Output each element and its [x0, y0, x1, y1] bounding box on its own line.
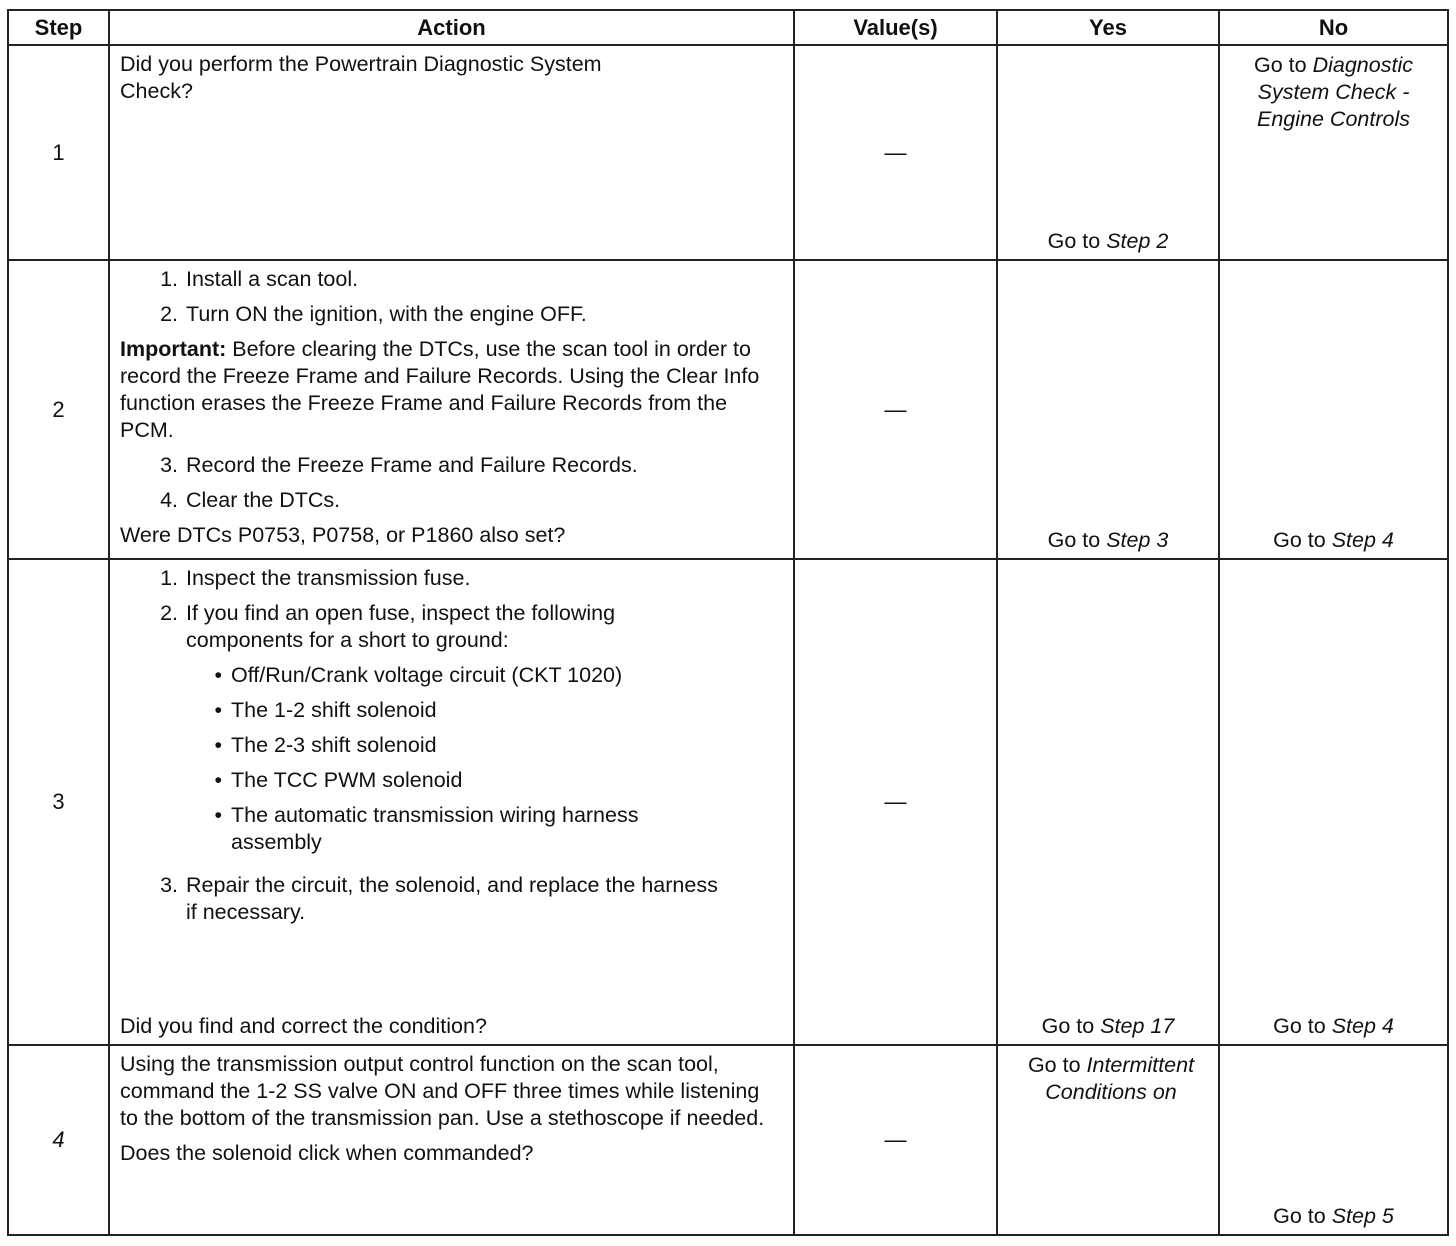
bullet-item: • The TCC PWM solenoid: [214, 768, 463, 792]
bullet-item: • The 1-2 shift solenoid: [214, 698, 437, 722]
yes-link[interactable]: Go to Step 17: [1041, 1014, 1175, 1038]
table-row: [8, 260, 1448, 559]
action-text: Using the transmission output control function on the scan tool, command the 1-2 SS valve ON and OFF three times while listening to the bottom of the transmission pan. Use a stethoscope if needed.: [120, 1052, 765, 1130]
yes-cell: [997, 559, 1219, 1045]
header-action: Action: [109, 10, 794, 45]
list-item: 3. Repair the circuit, the solenoid, and replace the harness if necessary.: [160, 873, 718, 924]
header-yes: Yes: [997, 10, 1219, 45]
value-cell: —: [794, 260, 997, 559]
no-link[interactable]: Go to Step 5: [1273, 1204, 1394, 1228]
question-text: Were DTCs P0753, P0758, or P1860 also set?: [120, 523, 566, 547]
bullet-list: [186, 662, 726, 856]
step-number: 1: [8, 45, 109, 260]
bullet-item: • The 2-3 shift solenoid: [214, 733, 437, 757]
list-item: 1. Inspect the transmission fuse.: [160, 566, 471, 590]
no-link[interactable]: Go to Step 4: [1273, 1014, 1394, 1038]
list-item: 1. Install a scan tool.: [160, 267, 359, 291]
header-values: Value(s): [794, 10, 997, 45]
action-text: Did you perform the Powertrain Diagnostic System Check?: [120, 52, 602, 103]
no-cell: [1219, 45, 1448, 260]
question-text: Did you find and correct the condition?: [120, 1014, 487, 1038]
no-link[interactable]: Go to Step 4: [1273, 528, 1394, 552]
yes-cell: [997, 260, 1219, 559]
step-number: 2: [8, 260, 109, 559]
yes-cell: [997, 1045, 1219, 1235]
header-no: No: [1219, 10, 1448, 45]
action-cell: [109, 45, 794, 260]
yes-link[interactable]: Go to Step 2: [1047, 229, 1169, 253]
header-row: [8, 10, 1448, 45]
no-cell: [1219, 1045, 1448, 1235]
step-number: 3: [8, 559, 109, 1045]
value-cell: —: [794, 45, 997, 260]
bullet-item: • The automatic transmission wiring harness assembly: [214, 803, 639, 854]
bullet-item: • Off/Run/Crank voltage circuit (CKT 1020): [214, 663, 623, 687]
list-item: 2. If you find an open fuse, inspect the following components for a short to ground: • Off/Run/Crank voltage circuit (CKT 1020) • The 1-2 shift solenoid • The 2-3 shift solenoid • The TCC PWM solenoid • The automatic transmission wiring harness assembly: [120, 600, 783, 864]
yes-link[interactable]: Go to Intermittent Conditions on: [1027, 1053, 1195, 1104]
value-cell: —: [794, 1045, 997, 1235]
action-cell: [109, 260, 794, 559]
yes-cell: [997, 45, 1219, 260]
list-item: 3. Record the Freeze Frame and Failure Records.: [160, 453, 638, 477]
list-item: 4. Clear the DTCs.: [160, 488, 341, 512]
no-cell: [1219, 260, 1448, 559]
action-cell: [109, 1045, 794, 1235]
list-item: 2. Turn ON the ignition, with the engine OFF.: [160, 302, 587, 326]
no-cell: [1219, 559, 1448, 1045]
step-number: 4: [8, 1045, 109, 1235]
table-row: [8, 45, 1448, 260]
action-cell: [109, 559, 794, 1045]
no-link[interactable]: Go to Diagnostic System Check - Engine Controls: [1254, 53, 1413, 131]
yes-link[interactable]: Go to Step 3: [1047, 528, 1169, 552]
value-cell: —: [794, 559, 997, 1045]
header-step: Step: [8, 10, 109, 45]
important-note: Important: Before clearing the DTCs, use the scan tool in order to record the Freeze Frame and Failure Records. Using the Clear Info function erases the Freeze Frame and Failure Records from the PCM.: [120, 337, 760, 442]
question-text: Does the solenoid click when commanded?: [120, 1141, 534, 1165]
table-row: [8, 559, 1448, 1045]
diagnostic-table: [7, 9, 1449, 1236]
table-row: [8, 1045, 1448, 1235]
